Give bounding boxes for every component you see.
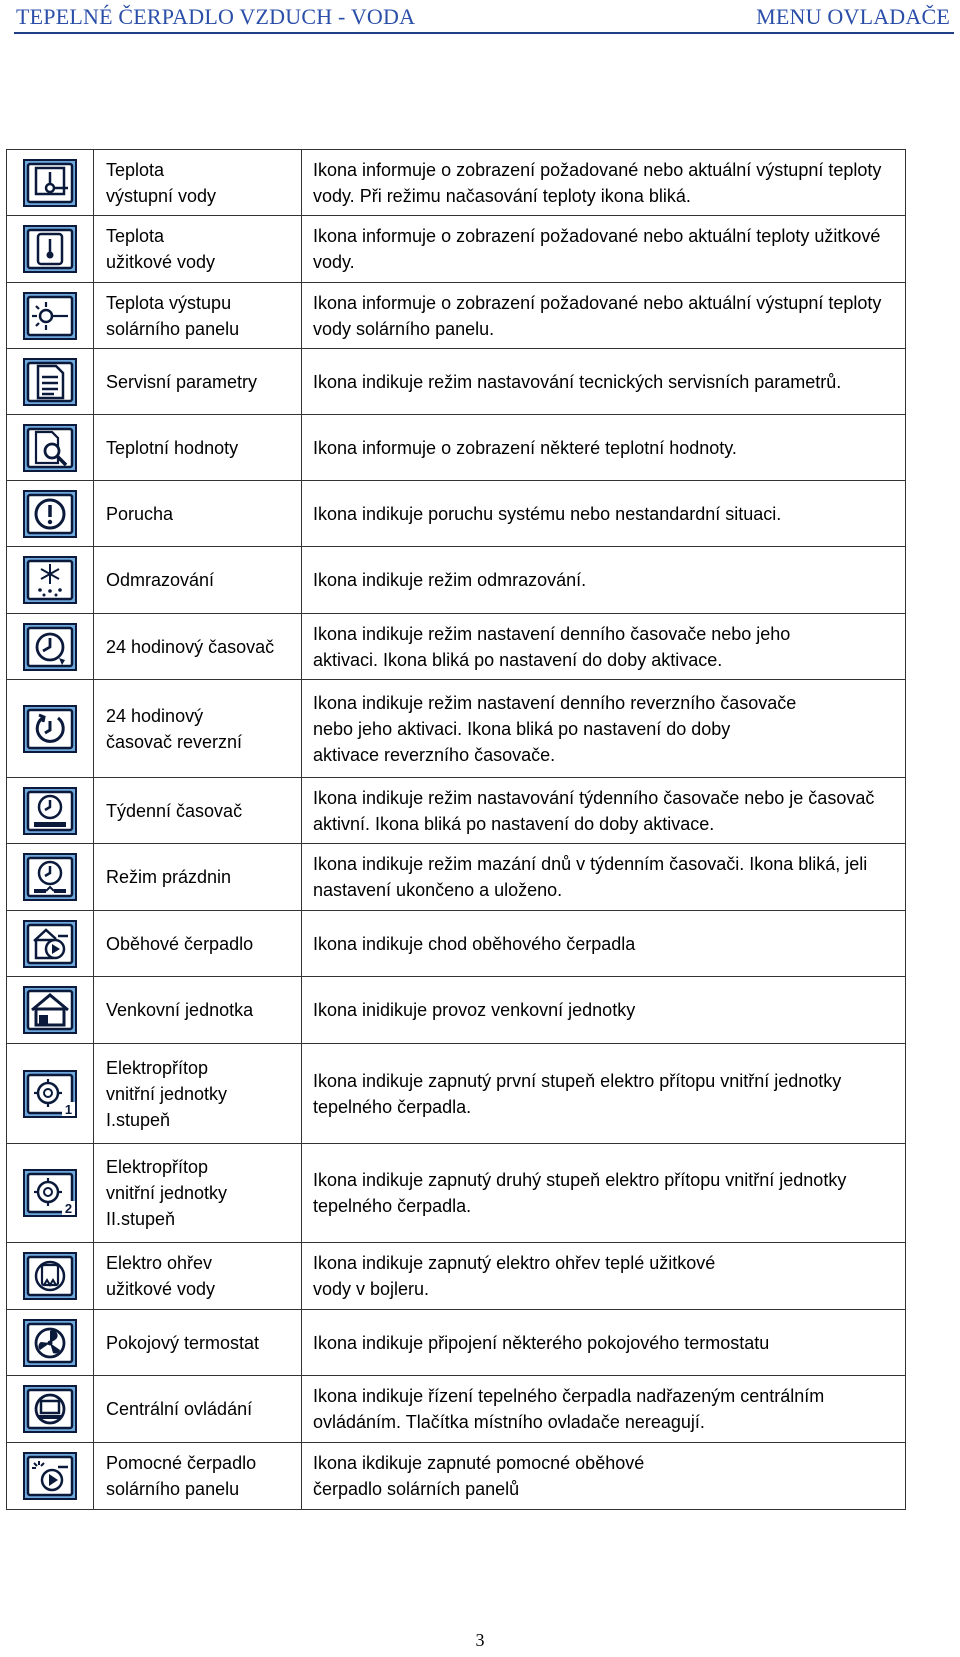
icon-name: Teplota výstupní vody bbox=[94, 150, 302, 216]
exclamation-fault-icon bbox=[22, 489, 78, 539]
table-row bbox=[7, 1044, 906, 1144]
circulation-pump-house-icon bbox=[22, 919, 78, 969]
table-row bbox=[7, 150, 906, 216]
icon-cell bbox=[7, 1243, 94, 1310]
table-row bbox=[7, 283, 906, 349]
icon-description: Ikona informuje o zobrazení požadované nebo aktuální výstupní teploty vody solárního panelu. bbox=[302, 283, 906, 349]
outdoor-unit-house-icon bbox=[22, 985, 78, 1035]
table-row bbox=[7, 1144, 906, 1243]
table-row bbox=[7, 614, 906, 680]
magnifier-document-icon bbox=[22, 423, 78, 473]
icon-name: 24 hodinový časovač bbox=[94, 614, 302, 680]
icon-cell bbox=[7, 216, 94, 283]
icon-cell bbox=[7, 1376, 94, 1443]
solar-aux-pump-icon bbox=[22, 1451, 78, 1501]
icon-name: Elektropřítop vnitřní jednotky I.stupeň bbox=[94, 1044, 302, 1144]
icon-cell bbox=[7, 547, 94, 614]
icon-description: Ikona indikuje zapnutý druhý stupeň elektro přítopu vnitřní jednotky tepelného čerpadla. bbox=[302, 1144, 906, 1243]
icon-name: Elektropřítop vnitřní jednotky II.stupeň bbox=[94, 1144, 302, 1243]
table-row bbox=[7, 680, 906, 778]
icon-cell bbox=[7, 1443, 94, 1510]
defrost-snowflake-icon bbox=[22, 555, 78, 605]
icon-description: Ikona indikuje režim nastavení denního časovače nebo jeho aktivaci. Ikona bliká po nastavení do doby aktivace. bbox=[302, 614, 906, 680]
page-number: 3 bbox=[475, 1630, 485, 1650]
icon-name: 24 hodinový časovač reverzní bbox=[94, 680, 302, 778]
icon-cell bbox=[7, 778, 94, 844]
icon-name: Teplota výstupu solárního panelu bbox=[94, 283, 302, 349]
heater-stage-1-icon bbox=[22, 1069, 78, 1119]
page-header bbox=[14, 0, 954, 34]
icon-cell bbox=[7, 1044, 94, 1144]
icon-name: Odmrazování bbox=[94, 547, 302, 614]
table-row bbox=[7, 349, 906, 415]
icon-name: Režim prázdnin bbox=[94, 844, 302, 911]
icon-description: Ikona indikuje režim nastavení denního reverzního časovače nebo jeho aktivaci. Ikona bliká po nastavení do doby aktivace reverzního časovače. bbox=[302, 680, 906, 778]
table-row bbox=[7, 1376, 906, 1443]
icon-name: Servisní parametry bbox=[94, 349, 302, 415]
icon-description: Ikona indikuje poruchu systému nebo nestandardní situaci. bbox=[302, 481, 906, 547]
heater-stage-2-icon bbox=[22, 1168, 78, 1218]
icon-name: Centrální ovládání bbox=[94, 1376, 302, 1443]
solar-panel-temp-icon bbox=[22, 291, 78, 341]
icon-description: Ikona informuje o zobrazení některé teplotní hodnoty. bbox=[302, 415, 906, 481]
table-row bbox=[7, 911, 906, 977]
hot-water-temp-icon bbox=[22, 224, 78, 274]
timer-24h-icon bbox=[22, 622, 78, 672]
table-row bbox=[7, 1243, 906, 1310]
icon-cell bbox=[7, 1144, 94, 1243]
icon-cell bbox=[7, 977, 94, 1044]
table-row bbox=[7, 547, 906, 614]
icon-description: Ikona indikuje režim nastavování tecnických servisních parametrů. bbox=[302, 349, 906, 415]
icon-description: Ikona indikuje řízení tepelného čerpadla nadřazeným centrálním ovládáním. Tlačítka místního ovladače nereagují. bbox=[302, 1376, 906, 1443]
header-title-right: MENU OVLADAČE bbox=[756, 4, 950, 29]
icon-cell bbox=[7, 415, 94, 481]
table-row bbox=[7, 778, 906, 844]
icon-name: Týdenní časovač bbox=[94, 778, 302, 844]
stage-badge: 2 bbox=[64, 1201, 73, 1216]
stage-badge: 1 bbox=[64, 1101, 73, 1117]
icon-cell bbox=[7, 911, 94, 977]
icon-description: Ikona indikuje připojení některého pokojového termostatu bbox=[302, 1310, 906, 1376]
icon-description: Ikona ikdikuje zapnuté pomocné oběhové čerpadlo solárních panelů bbox=[302, 1443, 906, 1510]
icon-description: Ikona indikuje režim odmrazování. bbox=[302, 547, 906, 614]
icon-name: Oběhové čerpadlo bbox=[94, 911, 302, 977]
central-control-icon bbox=[22, 1384, 78, 1434]
table-row bbox=[7, 1310, 906, 1376]
holiday-clock-icon bbox=[22, 852, 78, 902]
icon-description: Ikona indikuje režim mazání dnů v týdenním časovači. Ikona bliká, jeli nastavení ukončeno a uloženo. bbox=[302, 844, 906, 911]
icon-name: Venkovní jednotka bbox=[94, 977, 302, 1044]
icon-name: Elektro ohřev užitkové vody bbox=[94, 1243, 302, 1310]
table-row bbox=[7, 415, 906, 481]
table-row bbox=[7, 844, 906, 911]
icon-description: Ikona indikuje zapnutý elektro ohřev teplé užitkové vody v bojleru. bbox=[302, 1243, 906, 1310]
icon-name: Pokojový termostat bbox=[94, 1310, 302, 1376]
weekly-timer-clock-icon bbox=[22, 786, 78, 836]
icon-legend-table bbox=[6, 149, 906, 1510]
icon-cell bbox=[7, 481, 94, 547]
icon-description: Ikona informuje o zobrazení požadované nebo aktuální výstupní teploty vody. Při režimu načasování teploty ikona bliká. bbox=[302, 150, 906, 216]
icon-cell bbox=[7, 150, 94, 216]
icon-description: Ikona inidikuje provoz venkovní jednotky bbox=[302, 977, 906, 1044]
table-row bbox=[7, 977, 906, 1044]
service-document-icon bbox=[22, 357, 78, 407]
icon-name: Teplota užitkové vody bbox=[94, 216, 302, 283]
header-title-left: TEPELNÉ ČERPADLO VZDUCH - VODA bbox=[16, 4, 416, 29]
outlet-water-temp-icon bbox=[22, 158, 78, 208]
table-row bbox=[7, 481, 906, 547]
icon-description: Ikona indikuje chod oběhového čerpadla bbox=[302, 911, 906, 977]
icon-description: Ikona indikuje režim nastavování týdenního časovače nebo je časovač aktivní. Ikona bliká po nastavení do doby aktivace. bbox=[302, 778, 906, 844]
table-row bbox=[7, 216, 906, 283]
icon-cell bbox=[7, 844, 94, 911]
electric-water-heater-icon bbox=[22, 1251, 78, 1301]
icon-description: Ikona informuje o zobrazení požadované nebo aktuální teploty užitkové vody. bbox=[302, 216, 906, 283]
icon-name: Teplotní hodnoty bbox=[94, 415, 302, 481]
room-thermostat-fan-icon bbox=[22, 1318, 78, 1368]
reverse-timer-24h-icon bbox=[22, 704, 78, 754]
icon-cell bbox=[7, 283, 94, 349]
table-row bbox=[7, 1443, 906, 1510]
icon-cell bbox=[7, 680, 94, 778]
icon-name: Pomocné čerpadlo solárního panelu bbox=[94, 1443, 302, 1510]
icon-name: Porucha bbox=[94, 481, 302, 547]
icon-cell bbox=[7, 614, 94, 680]
icon-description: Ikona indikuje zapnutý první stupeň elektro přítopu vnitřní jednotky tepelného čerpadla. bbox=[302, 1044, 906, 1144]
icon-cell bbox=[7, 1310, 94, 1376]
icon-cell bbox=[7, 349, 94, 415]
